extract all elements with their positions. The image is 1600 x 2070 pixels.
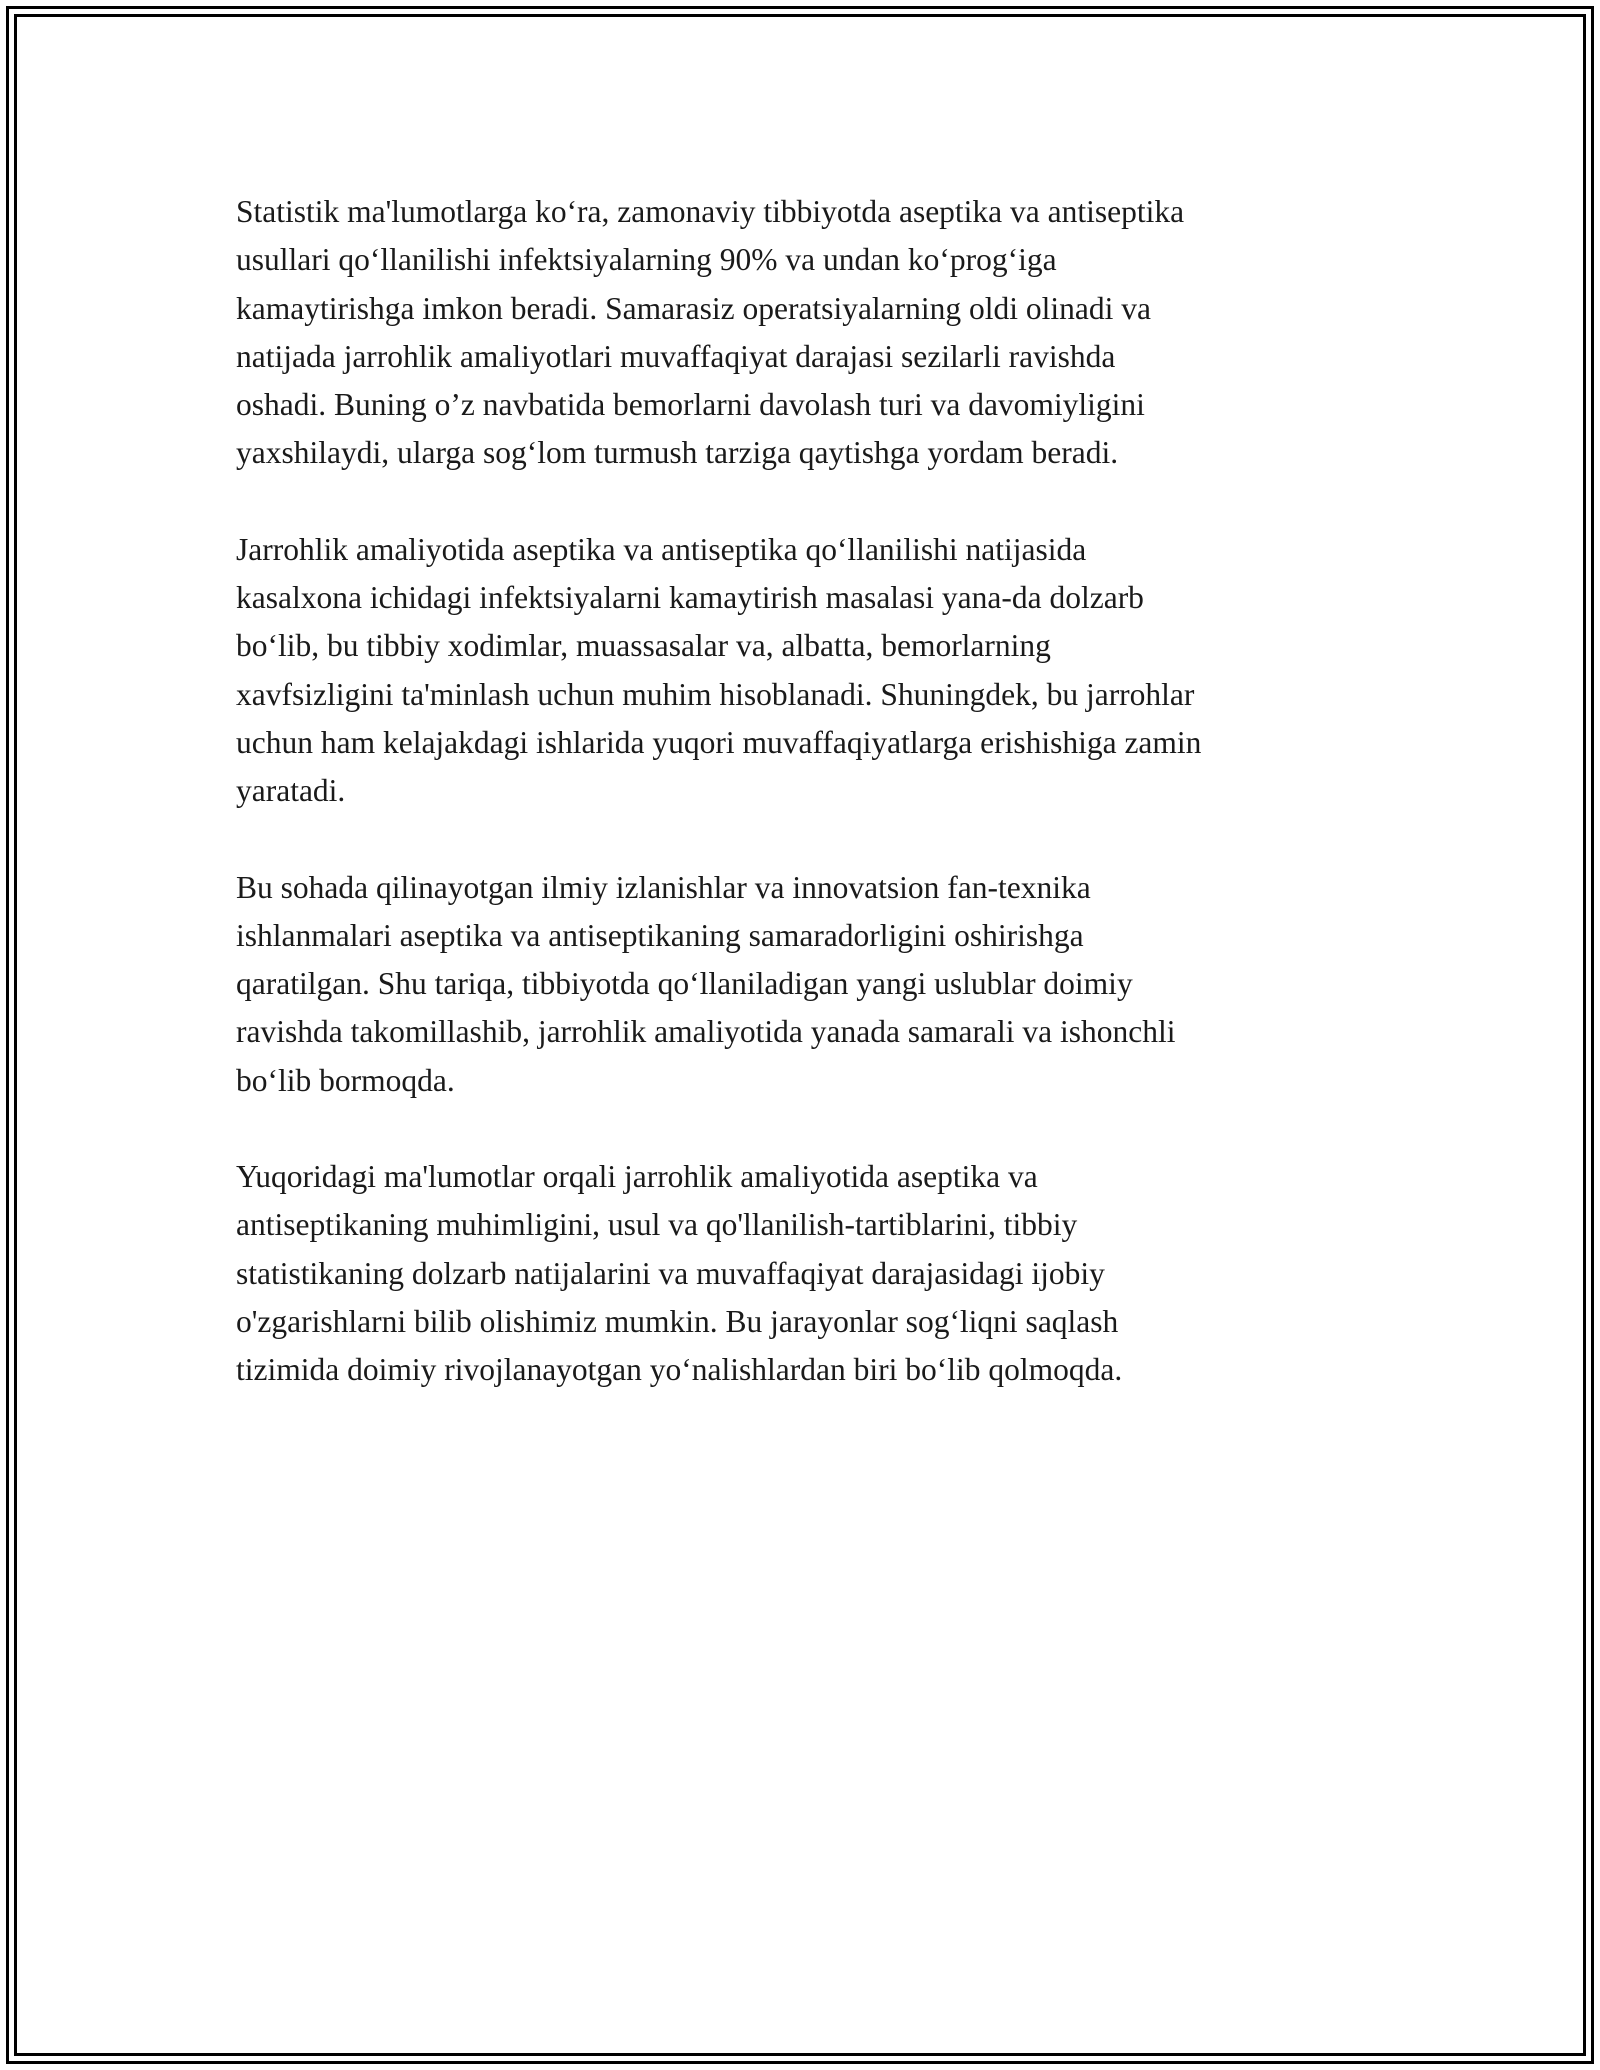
paragraph-2: Jarrohlik amaliyotida aseptika va antiseptika qo‘llanilishi natijasida kasalxona ichidagi infektsiyalarni kamaytirish masalasi yana-da dolzarb bo‘lib, bu tibbiy xodimlar, muassasalar va, albatta, bemorlarning xavfsizligini ta'minlash uchun muhim hisoblanadi. Shuningdek, bu jarrohlar uchun ham kelajakdagi ishlarida yuqori muvaffaqiyatlarga erishishiga zamin yaratadi. bbox=[236, 531, 1202, 809]
paragraph-1: Statistik ma'lumotlarga ko‘ra, zamonaviy tibbiyotda aseptika va antiseptika usullari qo‘llanilishi infektsiyalarning 90% va undan ko‘prog‘iga kamaytirishga imkon beradi. Samarasiz operatsiyalarning oldi olinadi va natijada jarrohlik amaliyotlari muvaffaqiyat darajasi sezilarli ravishda oshadi. Buning o’z navbatida bemorlarni davolash turi va davomiyligini yaxshilaydi, ularga sog‘lom turmush tarziga qaytishga yordam beradi. bbox=[236, 194, 1185, 471]
paragraph-4: Yuqoridagi ma'lumotlar orqali jarrohlik amaliyotida aseptika va antiseptikaning muhimligini, usul va qo'llanilish-tartiblarini, tibbiy statistikaning dolzarb natijalarini va muvaffaqiyat darajasidagi ijobiy o'zgarishlarni bilib olishimiz mumkin. Bu jarayonlar sog‘liqni saqlash tizimida doimiy rivojlanayotgan yo‘nalishlardan biri bo‘lib qolmoqda. bbox=[236, 1159, 1123, 1388]
paragraph-3: Bu sohada qilinayotgan ilmiy izlanishlar va innovatsion fan-texnika ishlanmalari aseptika va antiseptikaning samaradorligini oshirishga qaratilgan. Shu tariqa, tibbiyotda qo‘llaniladigan yangi uslublar doimiy ravishda takomillashib, jarrohlik amaliyotida yanada samarali va ishonchli bo‘lib bormoqda. bbox=[236, 869, 1176, 1098]
document-body bbox=[236, 188, 1386, 1443]
